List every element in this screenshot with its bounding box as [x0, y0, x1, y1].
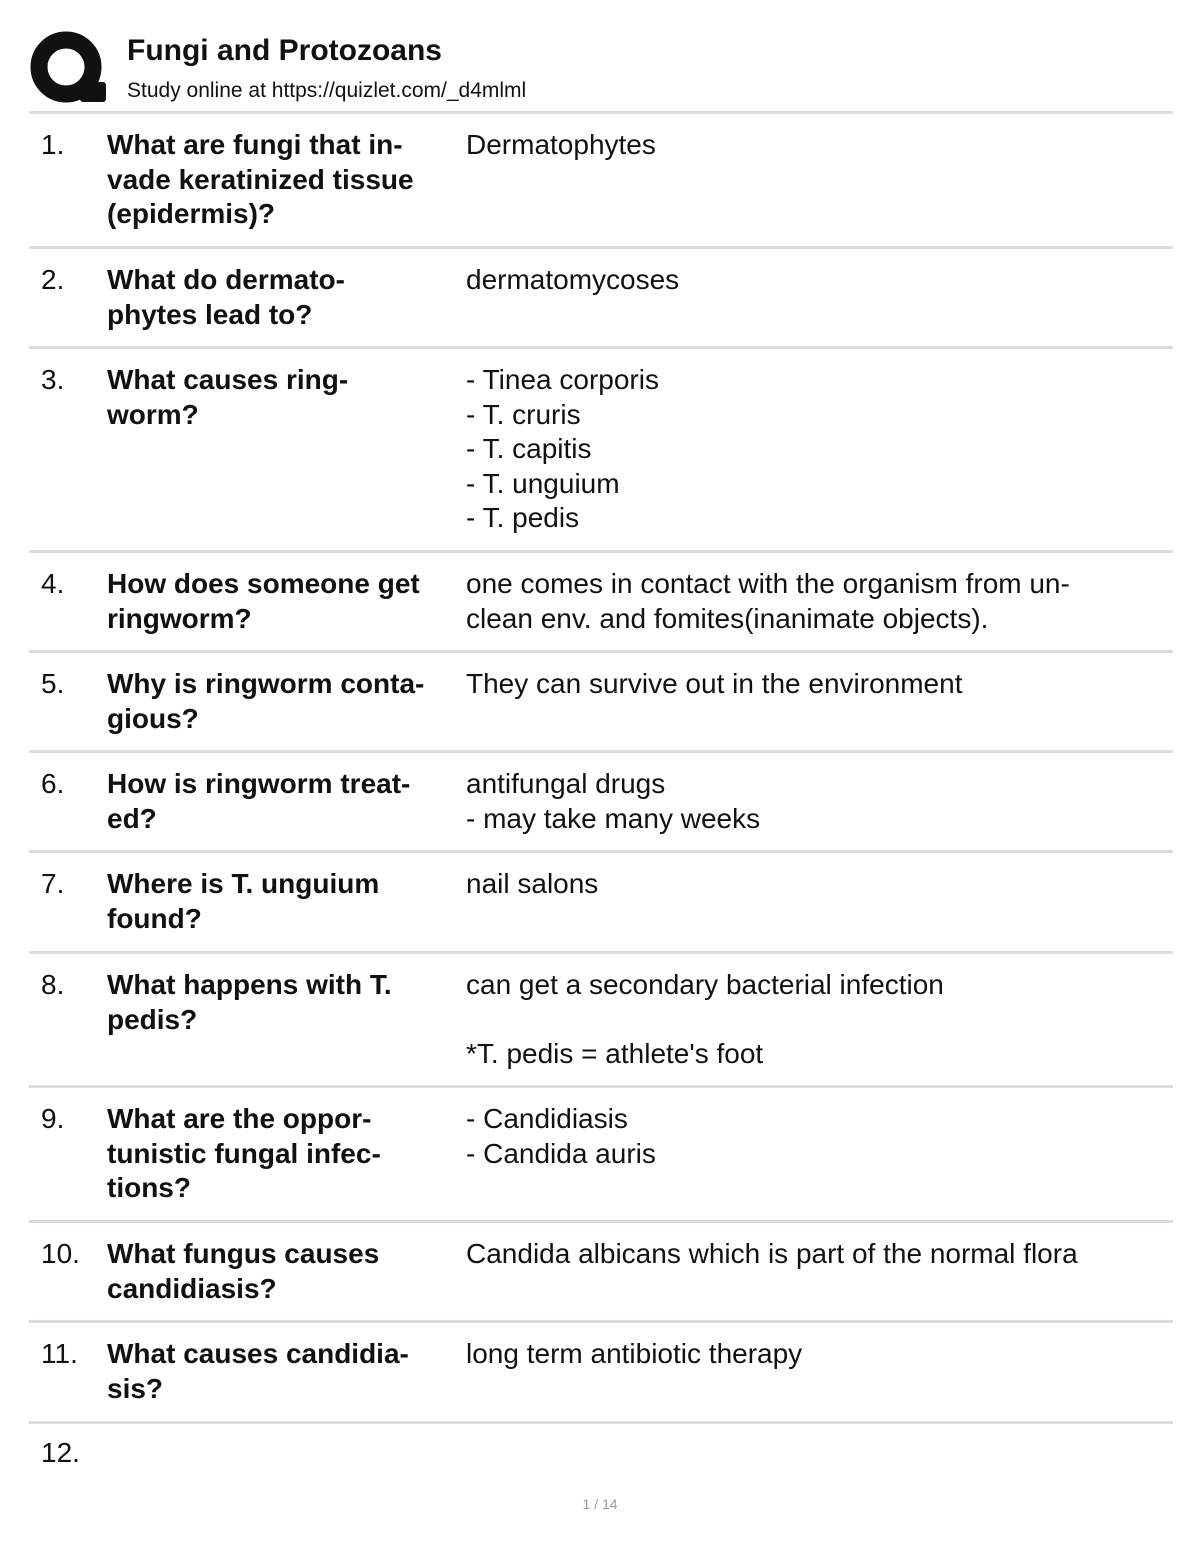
- answer-line: - Candida auris: [466, 1137, 656, 1169]
- card-question: [107, 128, 466, 246]
- card-answer: [466, 667, 1173, 750]
- flashcard-row: [29, 111, 1173, 246]
- card-question: [107, 767, 466, 850]
- flashcard-row: [29, 1320, 1173, 1421]
- card-answer: [466, 1436, 1173, 1471]
- card-number: 2.: [41, 264, 65, 295]
- flashcard-row: [29, 1220, 1173, 1320]
- document-title: Fungi and Protozoans: [127, 34, 442, 67]
- question-line: What causes candidia-: [107, 1338, 409, 1369]
- card-answer: [466, 1337, 1173, 1421]
- card-number: 1.: [41, 129, 65, 160]
- answer-line: They can survive out in the environment: [466, 668, 963, 699]
- flashcard-row: [29, 951, 1173, 1085]
- card-number: 8.: [41, 969, 65, 1000]
- question-line: What happens with T.: [107, 969, 392, 1000]
- card-question: [107, 1337, 466, 1421]
- question-line: gious?: [107, 702, 199, 734]
- answer-line: long term antibiotic therapy: [466, 1338, 803, 1369]
- card-question: [107, 667, 466, 750]
- answer-line: - T. capitis: [466, 433, 592, 464]
- flashcard-row: [29, 1085, 1173, 1220]
- card-question: [107, 867, 466, 951]
- card-answer: [466, 363, 1173, 550]
- answer-line: - may take many weeks: [466, 802, 761, 834]
- answer-line: Dermatophytes: [466, 129, 656, 160]
- card-number: 7.: [41, 868, 65, 899]
- question-line: What are fungi that in-: [107, 129, 403, 160]
- answer-line: - Tinea corporis: [466, 364, 659, 395]
- card-number: 9.: [41, 1103, 65, 1134]
- answer-line: dermatomycoses: [466, 264, 680, 295]
- answer-line: clean env. and fomites(inanimate objects).: [466, 602, 989, 634]
- answer-line: one comes in contact with the organism from un-: [466, 568, 1070, 599]
- answer-line: antifungal drugs: [466, 768, 666, 799]
- card-question: [107, 968, 466, 1085]
- card-number: 5.: [41, 668, 65, 699]
- document-subtitle: Study online at https://quizlet.com/_d4mlml: [127, 79, 527, 102]
- card-question: [107, 363, 466, 550]
- card-number: 10.: [41, 1238, 80, 1269]
- question-line: tions?: [107, 1172, 191, 1203]
- answer-line: - T. cruris: [466, 398, 581, 430]
- question-line: What are the oppor-: [107, 1103, 372, 1134]
- question-line: How does someone get: [107, 568, 420, 599]
- question-line: ed?: [107, 802, 157, 834]
- card-answer: [466, 567, 1173, 650]
- answer-line: - Candidiasis: [466, 1103, 628, 1134]
- card-question: [107, 1237, 466, 1320]
- question-line: ringworm?: [107, 602, 252, 634]
- flashcard-row: [29, 750, 1173, 850]
- question-line: What do dermato-: [107, 264, 345, 295]
- answer-line: - T. unguium: [466, 467, 620, 499]
- question-line: What causes ring-: [107, 364, 349, 395]
- quizlet-logo-icon: [30, 30, 106, 106]
- flashcard-row: [29, 346, 1173, 550]
- question-line: What fungus causes: [107, 1238, 380, 1269]
- card-number: 3.: [41, 364, 65, 395]
- card-number: 11.: [41, 1338, 78, 1369]
- answer-line: - T. pedis: [466, 502, 580, 533]
- card-answer: [466, 968, 1173, 1085]
- card-answer: [466, 128, 1173, 246]
- card-answer: [466, 867, 1173, 951]
- flashcard-row: [29, 550, 1173, 650]
- question-line: phytes lead to?: [107, 298, 313, 330]
- card-question: [107, 1102, 466, 1220]
- answer-blank-line: [466, 1003, 1173, 1038]
- card-answer: [466, 263, 1173, 346]
- question-line: found?: [107, 902, 202, 934]
- flashcard-row: [29, 850, 1173, 951]
- answer-line: Candida albicans which is part of the normal flora: [466, 1238, 1078, 1269]
- card-number: 4.: [41, 568, 65, 599]
- answer-line: can get a secondary bacterial infection: [466, 969, 944, 1000]
- card-answer: [466, 1102, 1173, 1220]
- question-line: Where is T. unguium: [107, 868, 380, 899]
- card-answer: [466, 1237, 1173, 1320]
- card-answer: [466, 767, 1173, 850]
- page-indicator: 1 / 14: [582, 1496, 618, 1512]
- card-question: [107, 1436, 466, 1471]
- card-number: 12.: [41, 1437, 80, 1468]
- flashcard-row: [29, 246, 1173, 346]
- question-line: worm?: [107, 398, 199, 430]
- question-line: tunistic fungal infec-: [107, 1137, 381, 1169]
- question-line: pedis?: [107, 1003, 198, 1035]
- page-header: [30, 30, 1172, 108]
- question-line: candidiasis?: [107, 1272, 277, 1304]
- flashcard-list: [29, 111, 1173, 1471]
- flashcard-row: [29, 650, 1173, 750]
- question-line: (epidermis)?: [107, 198, 276, 229]
- question-line: vade keratinized tissue: [107, 163, 414, 195]
- flashcard-row: [29, 1421, 1173, 1471]
- question-line: Why is ringworm conta-: [107, 668, 425, 699]
- answer-line: nail salons: [466, 868, 599, 899]
- question-line: sis?: [107, 1372, 164, 1404]
- card-number: 6.: [41, 768, 65, 799]
- question-line: How is ringworm treat-: [107, 768, 411, 799]
- answer-line: *T. pedis = athlete's foot: [466, 1038, 764, 1069]
- card-question: [107, 263, 466, 346]
- card-question: [107, 567, 466, 650]
